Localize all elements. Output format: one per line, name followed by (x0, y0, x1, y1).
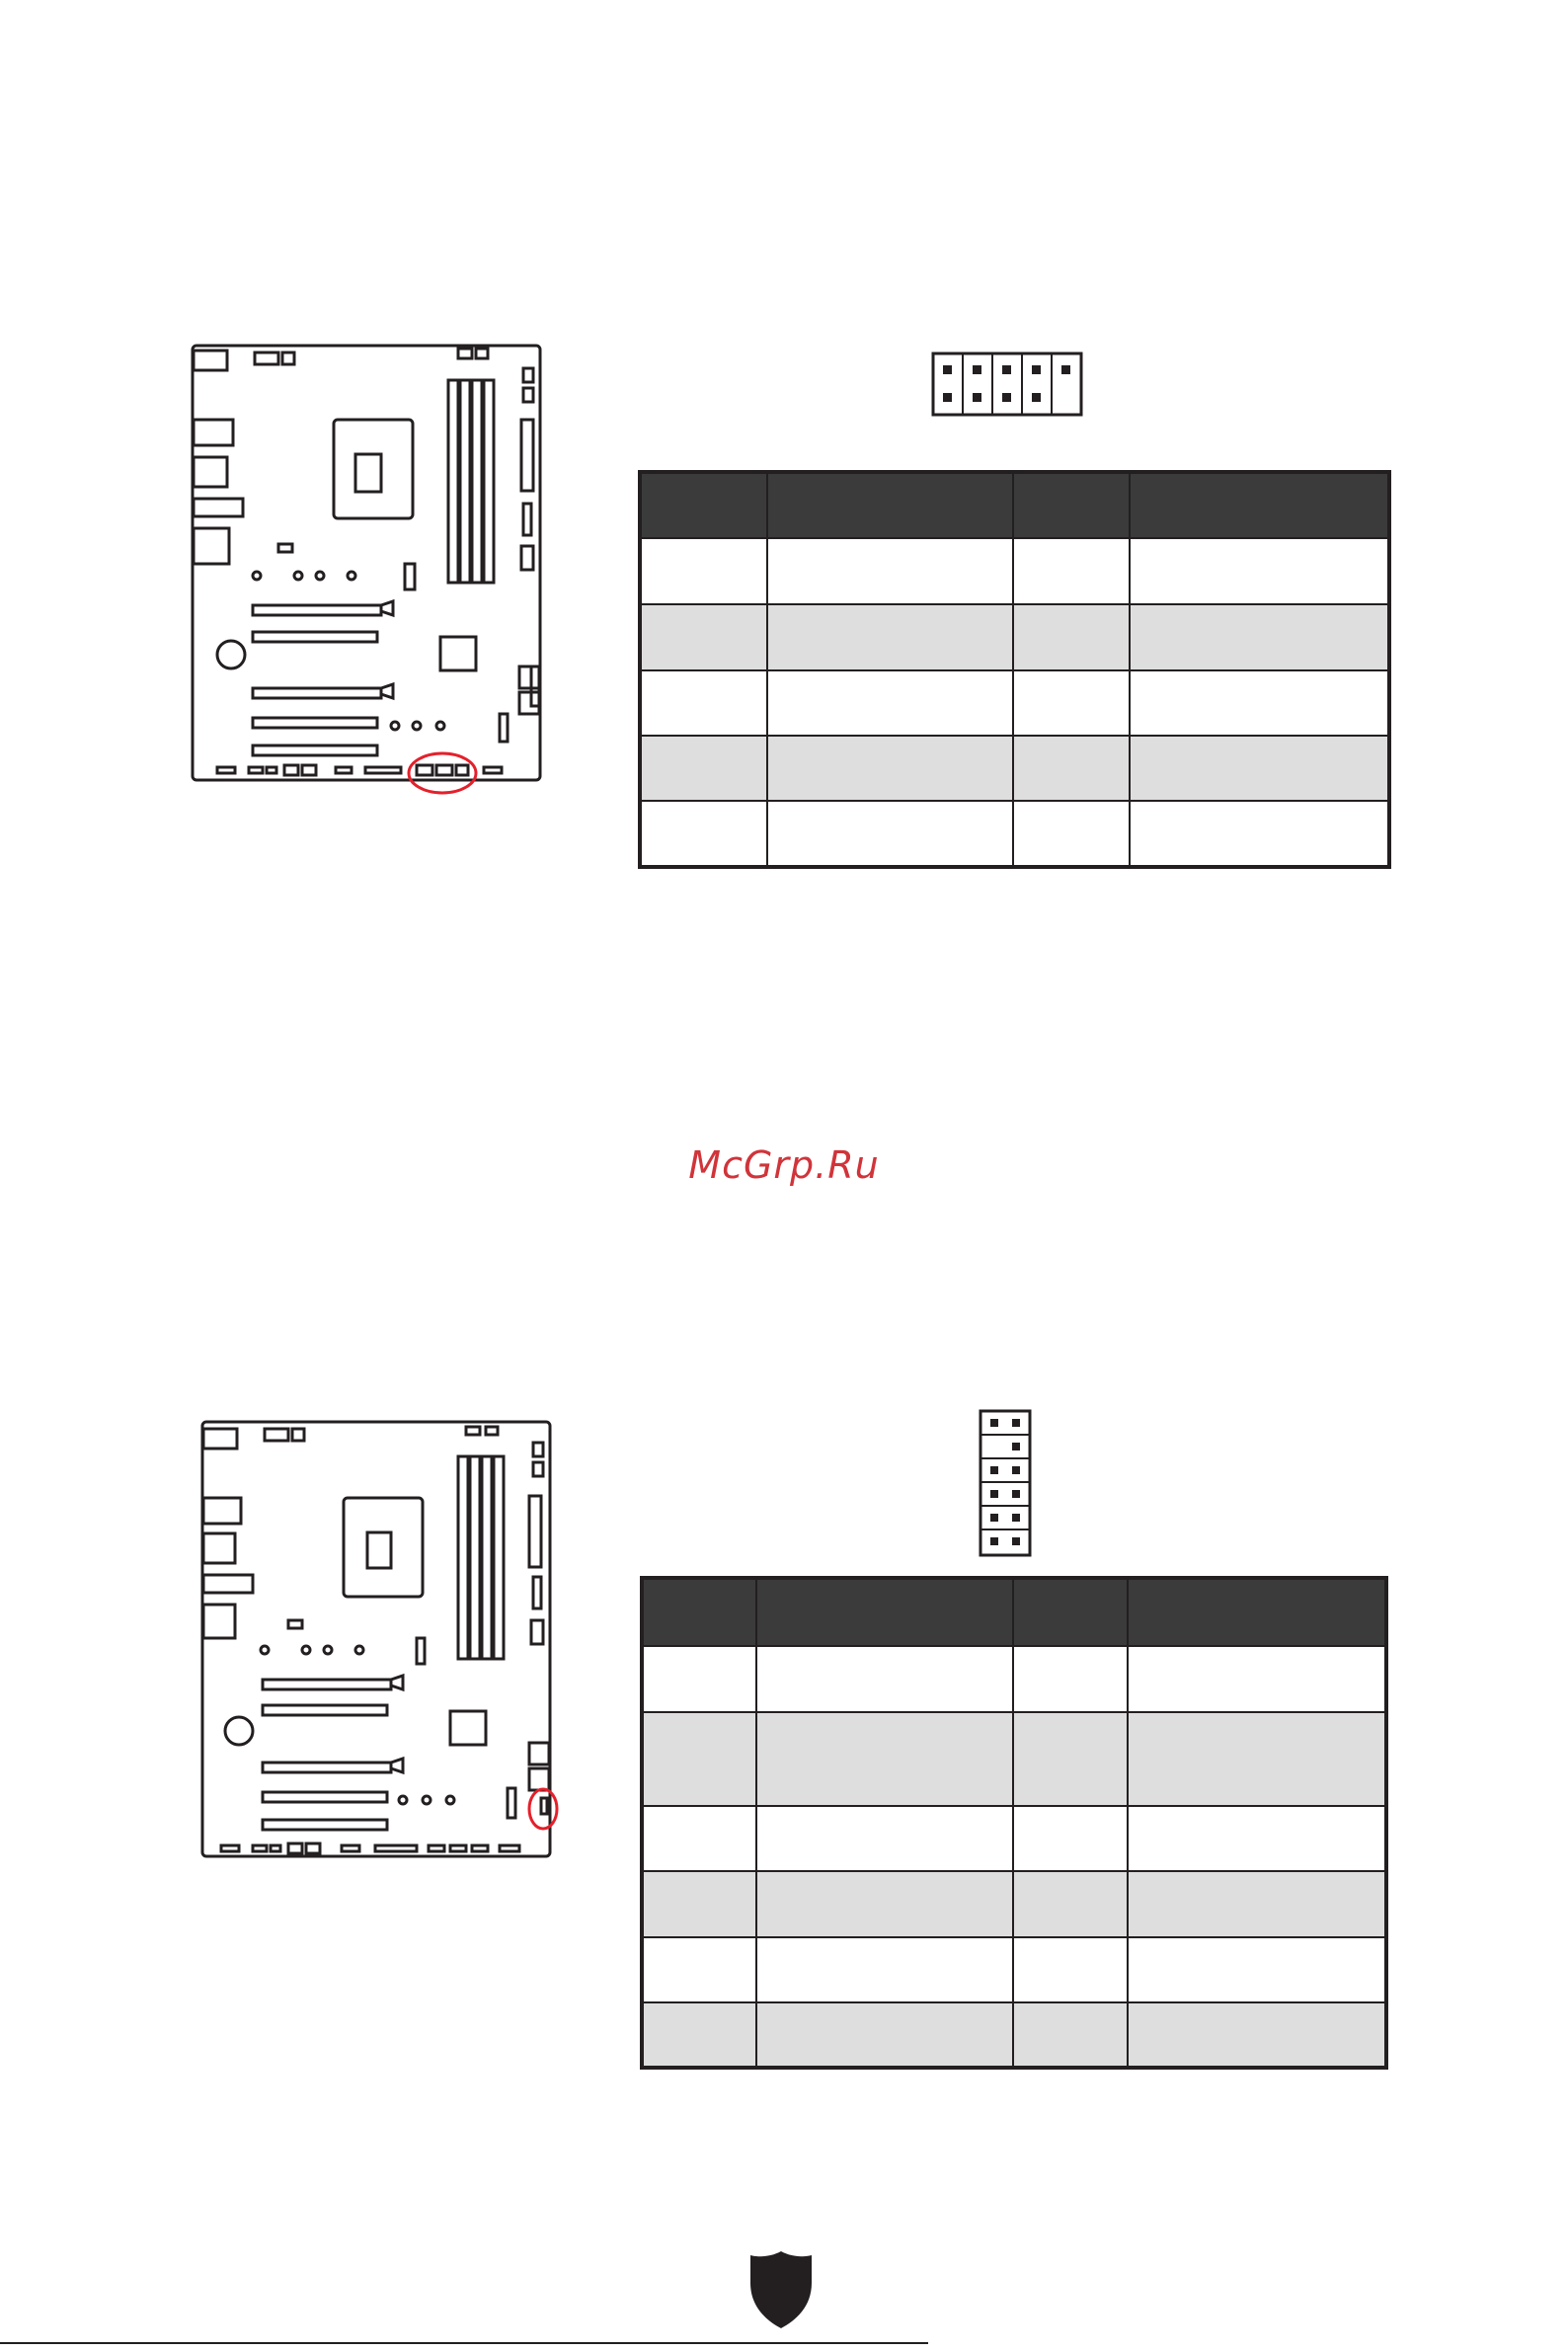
table-cell (1014, 539, 1131, 605)
highlight-circle-1 (409, 753, 476, 793)
table-header-cell (644, 1580, 757, 1647)
table-cell (1131, 802, 1387, 865)
table-cell (757, 1713, 1014, 1807)
table-cell (1014, 1647, 1129, 1713)
table-cell (1129, 2003, 1384, 2066)
highlight-circle-2 (529, 1789, 557, 1829)
pin-table-1 (638, 470, 1391, 869)
table-cell (642, 671, 768, 737)
table-cell (1014, 1807, 1129, 1872)
table-cell (644, 1713, 757, 1807)
table-cell (757, 1872, 1014, 1938)
table-cell (757, 1807, 1014, 1872)
table-cell (1129, 1872, 1384, 1938)
table-cell (1014, 802, 1131, 865)
table-cell (768, 539, 1014, 605)
table-header-cell (642, 474, 768, 539)
table-header-cell (768, 474, 1014, 539)
table-cell (642, 802, 768, 865)
table-cell (768, 671, 1014, 737)
table-cell (644, 1938, 757, 2003)
table-cell (642, 605, 768, 671)
table-cell (1014, 2003, 1129, 2066)
table-cell (1129, 1713, 1384, 1807)
table-cell (757, 1647, 1014, 1713)
table-cell (768, 737, 1014, 802)
pin-header-icon-1 (931, 352, 1083, 417)
shield-logo-icon (748, 2249, 814, 2335)
table-cell (757, 1938, 1014, 2003)
pin-header-icon-2 (979, 1409, 1032, 1557)
table-cell (642, 539, 768, 605)
table-cell (1129, 1647, 1384, 1713)
table-cell (768, 605, 1014, 671)
table-cell (1014, 671, 1131, 737)
table-cell (1129, 1938, 1384, 2003)
table-cell (768, 802, 1014, 865)
table-cell (644, 2003, 757, 2066)
table-cell (1014, 1713, 1129, 1807)
watermark-text: McGrp.Ru (688, 1143, 880, 1187)
table-cell (1131, 539, 1387, 605)
motherboard-diagram-2 (197, 1417, 563, 1871)
table-cell (757, 2003, 1014, 2066)
motherboard-outline (188, 341, 555, 805)
pin-table-2 (640, 1576, 1388, 2070)
footer-divider (0, 2342, 928, 2344)
table-cell (1131, 737, 1387, 802)
table-cell (1131, 671, 1387, 737)
table-cell (1014, 737, 1131, 802)
table-cell (644, 1647, 757, 1713)
motherboard-outline (197, 1417, 563, 1871)
table-cell (1129, 1807, 1384, 1872)
table-cell (642, 737, 768, 802)
table-cell (1014, 605, 1131, 671)
table-header-cell (757, 1580, 1014, 1647)
table-cell (644, 1872, 757, 1938)
table-header-cell (1014, 1580, 1129, 1647)
table-header-cell (1014, 474, 1131, 539)
motherboard-diagram-1 (188, 341, 555, 805)
table-cell (644, 1807, 757, 1872)
table-header-cell (1131, 474, 1387, 539)
table-header-cell (1129, 1580, 1384, 1647)
table-cell (1131, 605, 1387, 671)
table-cell (1014, 1938, 1129, 2003)
table-cell (1014, 1872, 1129, 1938)
